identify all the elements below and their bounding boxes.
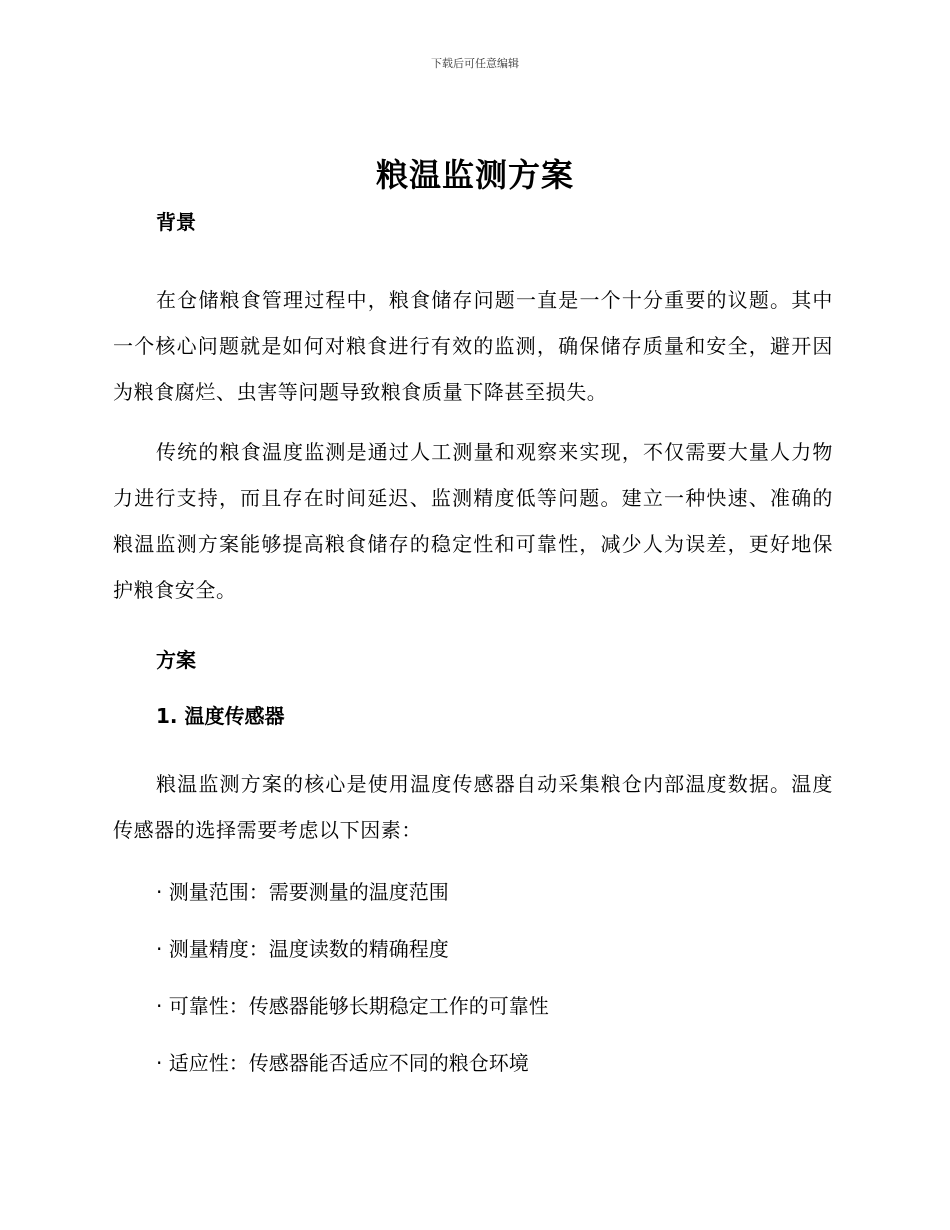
document-body (113, 205, 833, 1080)
document-title: 粮温监测方案 (375, 156, 574, 194)
subsection-heading-sensor: 1. 温度传感器 (156, 704, 285, 728)
bullet-item: · 适应性：传感器能否适应不同的粮仓环境 (156, 1051, 529, 1075)
paragraph-background-2: 传统的粮食温度监测是通过人工测量和观察来实现，不仅需要大量人力物力进行支持，而且存在时间延迟、监测精度低等问题。建立一种快速、准确的粮温监测方案能够提高粮食储存的稳定性和可靠性，减少人为误差，更好地保护粮食安全。 (113, 440, 833, 602)
bullet-item: · 可靠性：传感器能够长期稳定工作的可靠性 (156, 994, 549, 1018)
section-heading-background: 背景 (156, 210, 196, 234)
paragraph-sensor: 粮温监测方案的核心是使用温度传感器自动采集粮仓内部温度数据。温度传感器的选择需要考虑以下因素： (113, 772, 833, 842)
section-heading-plan: 方案 (156, 648, 196, 672)
bullet-item: · 测量精度：温度读数的精确程度 (156, 937, 449, 961)
paragraph-background-1: 在仓储粮食管理过程中，粮食储存问题一直是一个十分重要的议题。其中一个核心问题就是如何对粮食进行有效的监测，确保储存质量和安全，避开因为粮食腐烂、虫害等问题导致粮食质量下降甚至损失。 (113, 288, 833, 404)
bullet-item: · 测量范围：需要测量的温度范围 (156, 880, 449, 904)
header-note: 下载后可任意编辑 (431, 57, 519, 70)
